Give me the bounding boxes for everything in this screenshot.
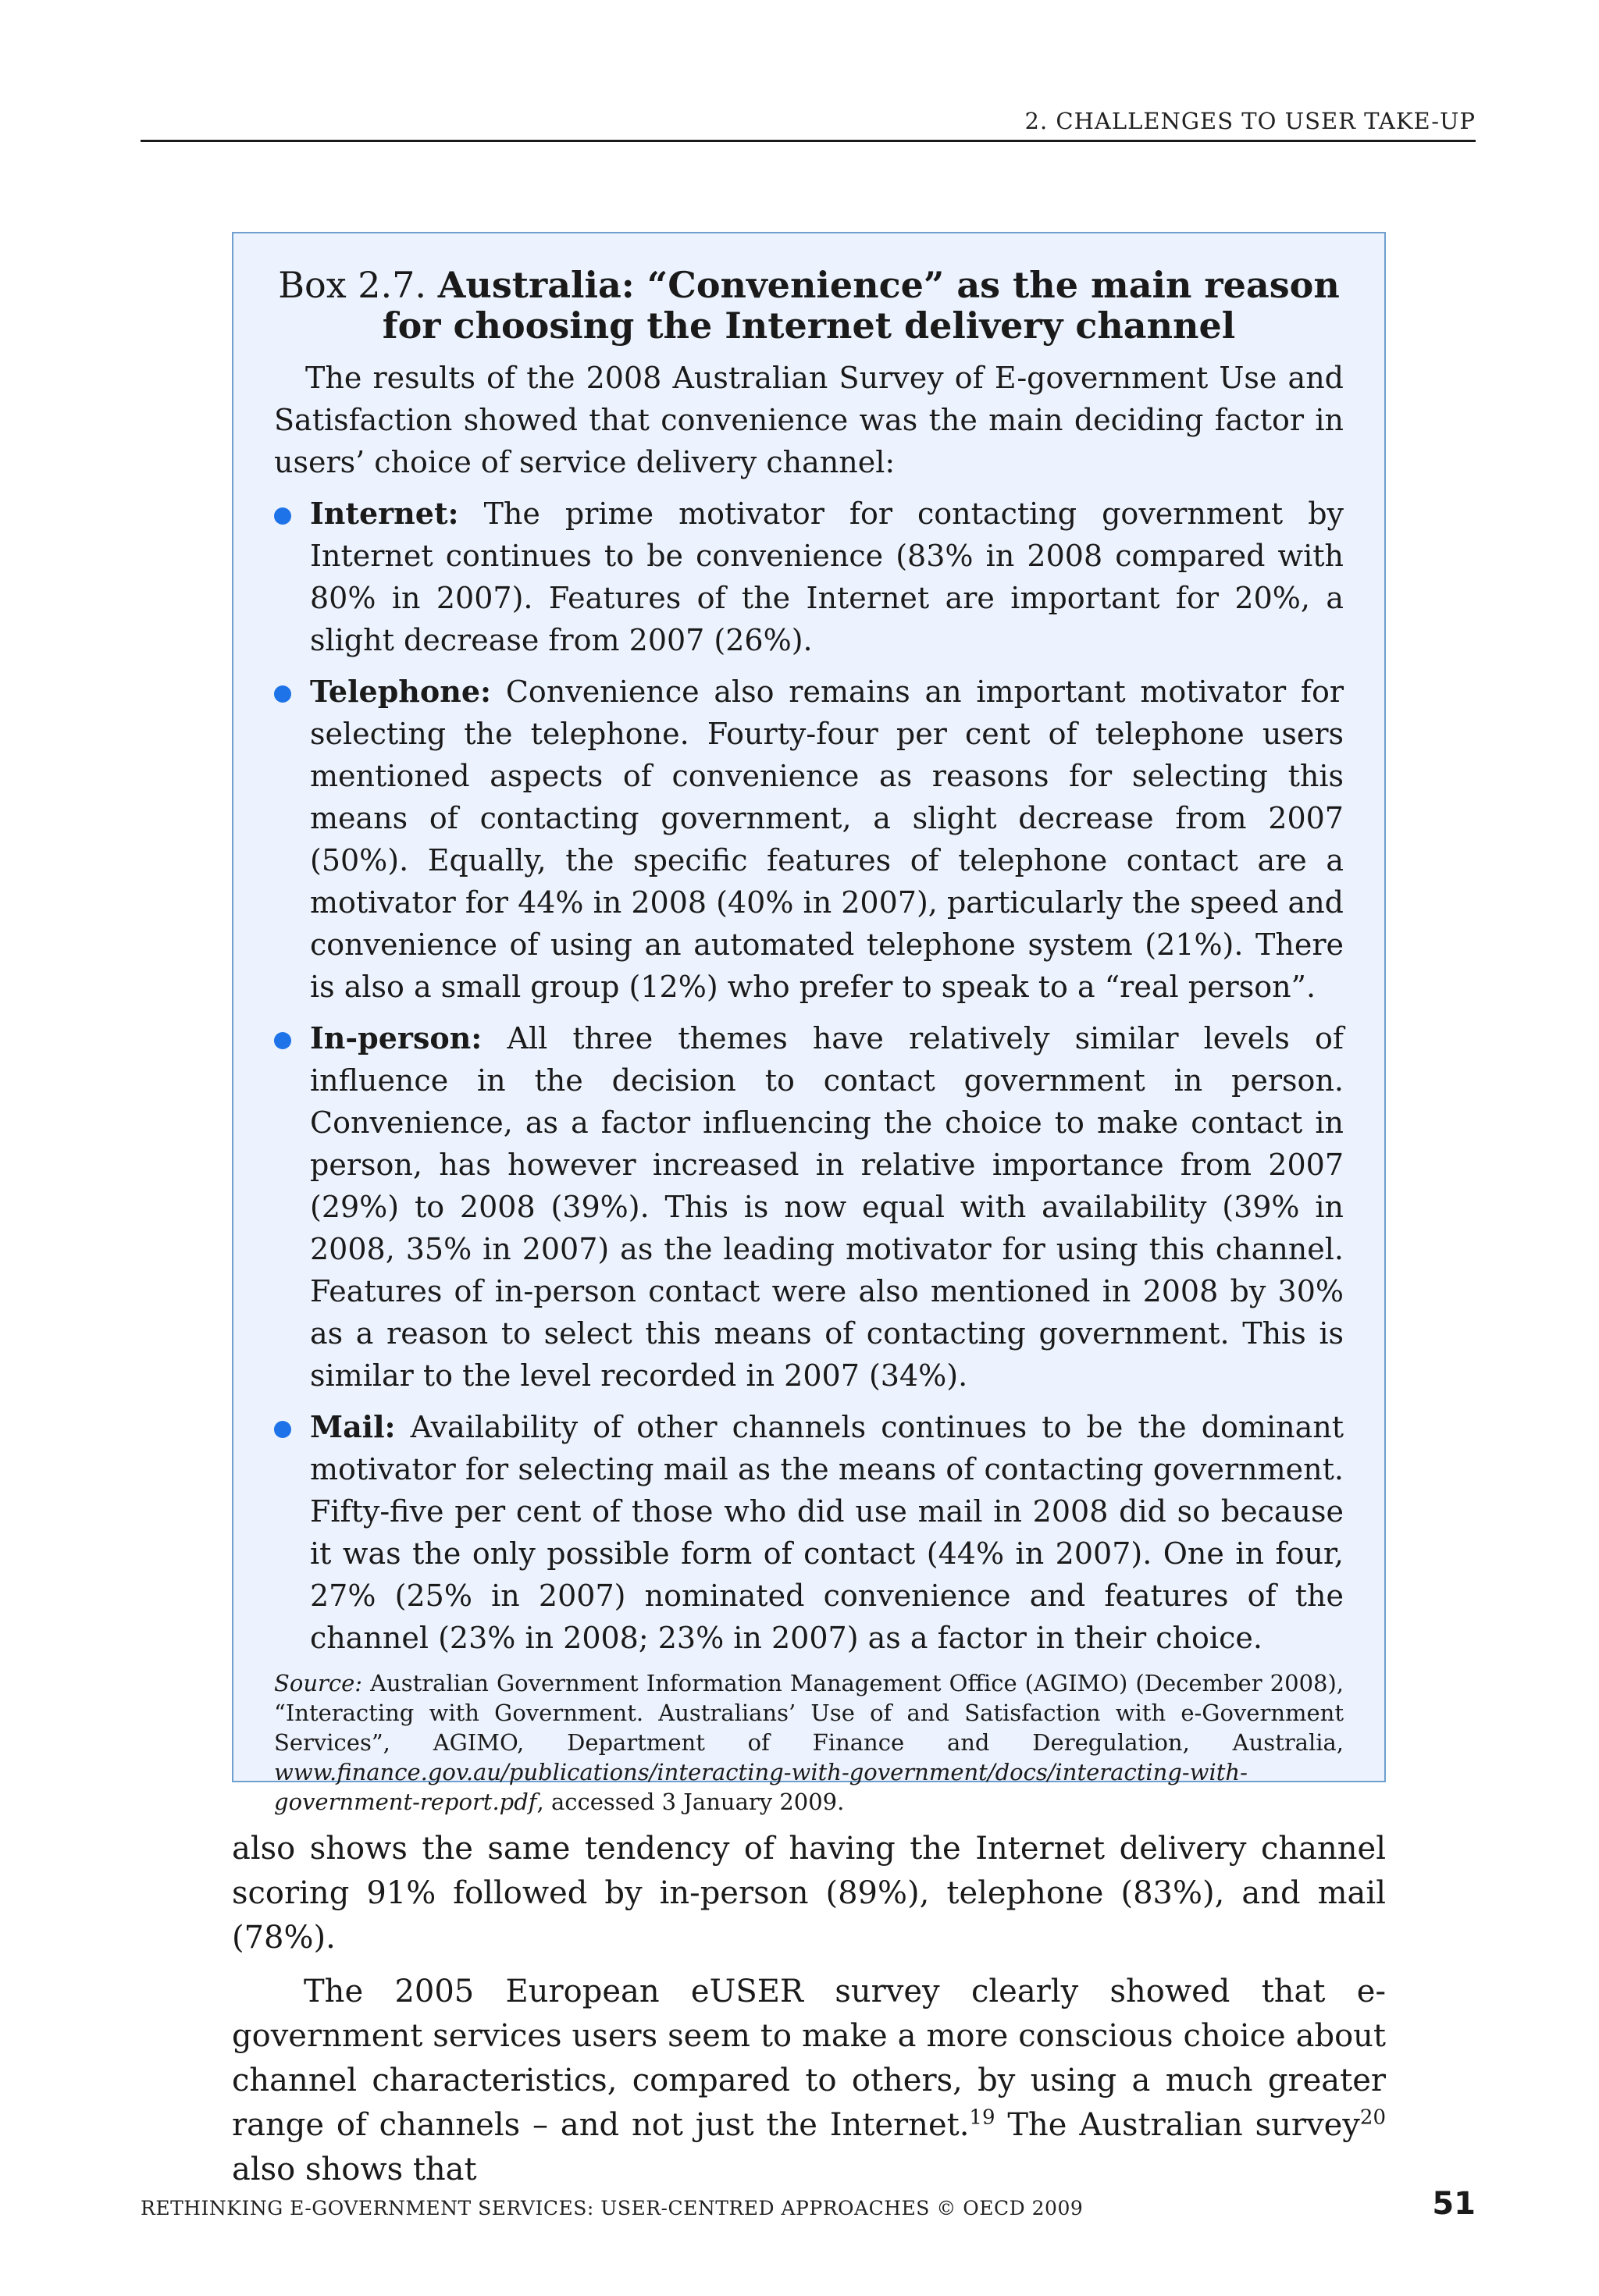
header-rule	[141, 140, 1476, 142]
bullet-label: Internet:	[310, 496, 459, 531]
body-text	[232, 1827, 1386, 2202]
para2-part2: The Australian survey	[995, 2107, 1360, 2143]
para2-part1: The 2005 European eUSER survey clearly showed that e-government services users seem to make a more conscious choice about channel characteristics, compared to others, by using a much greater range of channels – and not just the Internet.	[232, 1974, 1386, 2143]
bullet-label: In-person:	[310, 1020, 483, 1055]
bullet-in-person	[274, 1017, 1344, 1397]
source-label: Source:	[274, 1670, 363, 1696]
box-source	[274, 1668, 1344, 1817]
running-head: 2. CHALLENGES TO USER TAKE-UP	[1024, 108, 1476, 134]
bullet-dot-icon	[274, 1032, 291, 1049]
body-paragraph-2	[232, 1970, 1386, 2192]
page-number: 51	[1432, 2186, 1476, 2222]
bullet-dot-icon	[274, 1421, 291, 1438]
para2-part3: also shows that	[232, 2152, 477, 2187]
box-number: Box 2.7.	[278, 264, 427, 306]
bullet-mail	[274, 1406, 1344, 1659]
bullet-label: Mail:	[310, 1409, 396, 1444]
source-accessed: , accessed 3 January 2009.	[536, 1789, 845, 1815]
bullet-text: Availability of other channels continues to be the dominant motivator for selecting mail as the means of contacting government. Fifty-five per cent of those who did use mail in 2008 did so because it was the only possible form of contact (44% in 2007). One in four, 27% (25% in 2007) nominated convenience and features of the channel (23% in 2008; 23% in 2007) as a factor in their choice.	[310, 1410, 1344, 1655]
bullet-dot-icon	[274, 507, 291, 525]
footer-copyright: RETHINKING E-GOVERNMENT SERVICES: USER-CENTRED APPROACHES © OECD 2009	[141, 2197, 1084, 2219]
bullet-telephone	[274, 671, 1344, 1008]
body-paragraph-1: also shows the same tendency of having the Internet delivery channel scoring 91% followed by in-person (89%), telephone (83%), and mail (78%).	[232, 1831, 1386, 1956]
bullet-text: Convenience also remains an important motivator for selecting the telephone. Fourty-four per cent of telephone users mentioned aspects of convenience as reasons for selecting this means of contacting government, a slight decrease from 2007 (50%). Equally, the specific features of telephone contact are a motivator for 44% in 2008 (40% in 2007), particularly the speed and convenience of using an automated telephone system (21%). There is also a small group (12%) who prefer to speak to a “real person”.	[310, 675, 1344, 1004]
source-url[interactable]: www.finance.gov.au/publications/interacting-with-government/docs/interacting-with-government-report.pdf	[274, 1759, 1248, 1815]
footnote-ref-19[interactable]: 19	[969, 2106, 995, 2130]
box-title	[274, 265, 1344, 346]
bullet-text: The prime motivator for contacting government by Internet continues to be convenience (83% in 2008 compared with 80% in 2007). Features of the Internet are important for 20%, a slight decrease from 2007 (26%).	[310, 497, 1344, 657]
box-title-line1: Australia: “Convenience” as the main reason	[437, 264, 1340, 306]
box-title-line2: for choosing the Internet delivery channel	[382, 304, 1236, 347]
footnote-ref-20[interactable]: 20	[1359, 2106, 1386, 2130]
bullet-text: All three themes have relatively similar levels of influence in the decision to contact government in person. Convenience, as a factor influencing the choice to make contact in person, has however increased in relative importance from 2007 (29%) to 2008 (39%). This is now equal with availability (39% in 2008, 35% in 2007) as the leading motivator for using this channel. Features of in-person contact were also mentioned in 2008 by 30% as a reason to select this means of contacting government. This is similar to the level recorded in 2007 (34%).	[310, 1021, 1344, 1393]
box-2-7	[232, 232, 1386, 1815]
source-text: Australian Government Information Management Office (AGIMO) (December 2008), “Interacting with Government. Australians’ Use of and Satisfaction with e-Government Services”, AGIMO, Department of Finance and Deregulation, Australia,	[274, 1670, 1344, 1756]
bullet-internet	[274, 493, 1344, 661]
bullet-dot-icon	[274, 685, 291, 703]
bullet-label: Telephone:	[310, 674, 492, 709]
box-intro: The results of the 2008 Australian Survey of E-government Use and Satisfaction showed that convenience was the main deciding factor in users’ choice of service delivery channel:	[274, 361, 1344, 479]
